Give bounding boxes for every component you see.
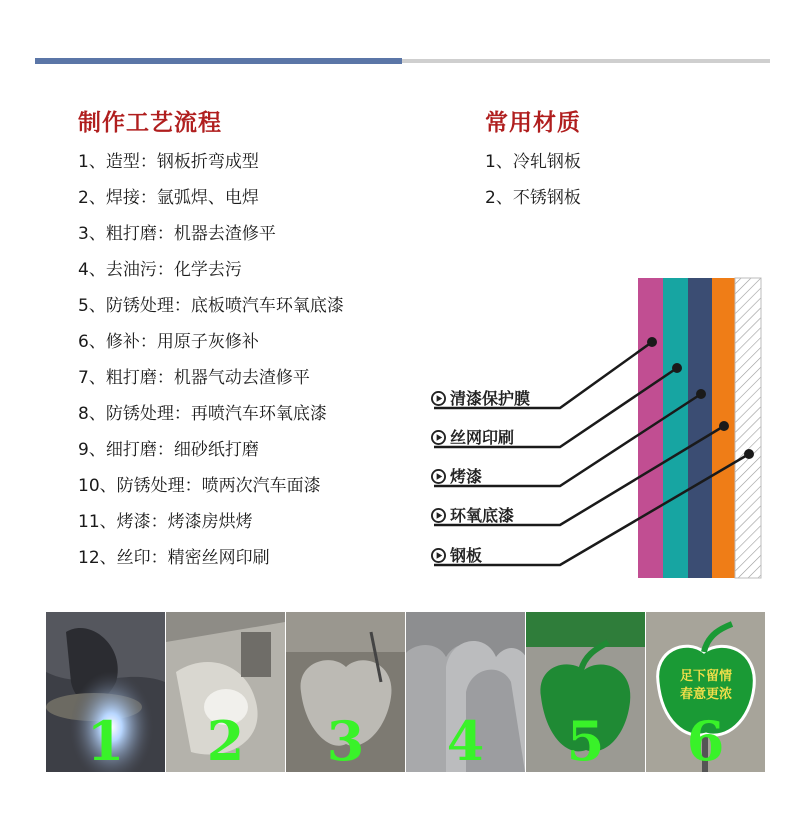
process-step: 7、粗打磨：机器气动去渣修平	[78, 368, 310, 388]
process-title: 制作工艺流程	[78, 110, 222, 136]
layer-band-screen-print	[663, 278, 688, 578]
layer-label-clear-coat: 清漆保护膜	[431, 386, 530, 409]
step-number: 2	[206, 709, 245, 772]
material-item: 2、不锈钢板	[485, 188, 581, 208]
photo-step-1	[46, 612, 165, 772]
photo-step-6	[646, 612, 765, 772]
process-step: 8、防锈处理：再喷汽车环氧底漆	[78, 404, 327, 424]
play-bullet-icon	[431, 508, 446, 523]
process-step: 2、焊接：氩弧焊、电焊	[78, 188, 259, 208]
layer-label-steel-plate: 钢板	[431, 543, 482, 566]
process-step: 9、细打磨：细砂纸打磨	[78, 440, 259, 460]
play-bullet-icon	[431, 430, 446, 445]
process-steps-list	[78, 144, 344, 576]
photo-step-4	[406, 612, 525, 772]
photo-step-3	[286, 612, 405, 772]
step-number: 1	[86, 709, 125, 772]
process-step: 12、丝印：精密丝网印刷	[78, 548, 270, 568]
header-rule-blue	[35, 58, 402, 64]
play-bullet-icon	[431, 391, 446, 406]
play-bullet-icon	[431, 469, 446, 484]
process-step: 3、粗打磨：机器去渣修平	[78, 224, 276, 244]
process-step: 10、防锈处理：喷两次汽车面漆	[78, 476, 321, 496]
step-number: 5	[566, 709, 605, 772]
layer-band-bake-paint	[688, 278, 712, 578]
process-photo-strip	[46, 612, 765, 772]
layer-label-bake-paint: 烤漆	[431, 464, 482, 487]
header-rule-gray	[402, 59, 770, 63]
layer-structure-diagram	[420, 272, 780, 584]
photo-step-2	[166, 612, 285, 772]
layer-label-screen-print: 丝网印刷	[431, 425, 514, 448]
process-step: 4、去油污：化学去污	[78, 260, 242, 280]
material-item: 1、冷轧钢板	[485, 152, 581, 172]
photo-step-5	[526, 612, 645, 772]
process-step: 6、修补：用原子灰修补	[78, 332, 259, 352]
sign-line-2: 春意更浓	[679, 687, 733, 702]
sign-line-1: 足下留情	[679, 669, 733, 684]
step-number: 3	[326, 709, 365, 772]
layer-band-steel	[735, 278, 761, 578]
process-step: 1、造型：钢板折弯成型	[78, 152, 259, 172]
play-bullet-icon	[431, 548, 446, 563]
materials-title: 常用材质	[485, 110, 581, 136]
process-step: 11、烤漆：烤漆房烘烤	[78, 512, 253, 532]
process-step: 5、防锈处理：底板喷汽车环氧底漆	[78, 296, 344, 316]
step-number: 4	[446, 709, 485, 772]
materials-list	[485, 144, 581, 216]
step-number: 6	[686, 709, 725, 772]
layer-label-epoxy-primer: 环氧底漆	[431, 503, 514, 526]
